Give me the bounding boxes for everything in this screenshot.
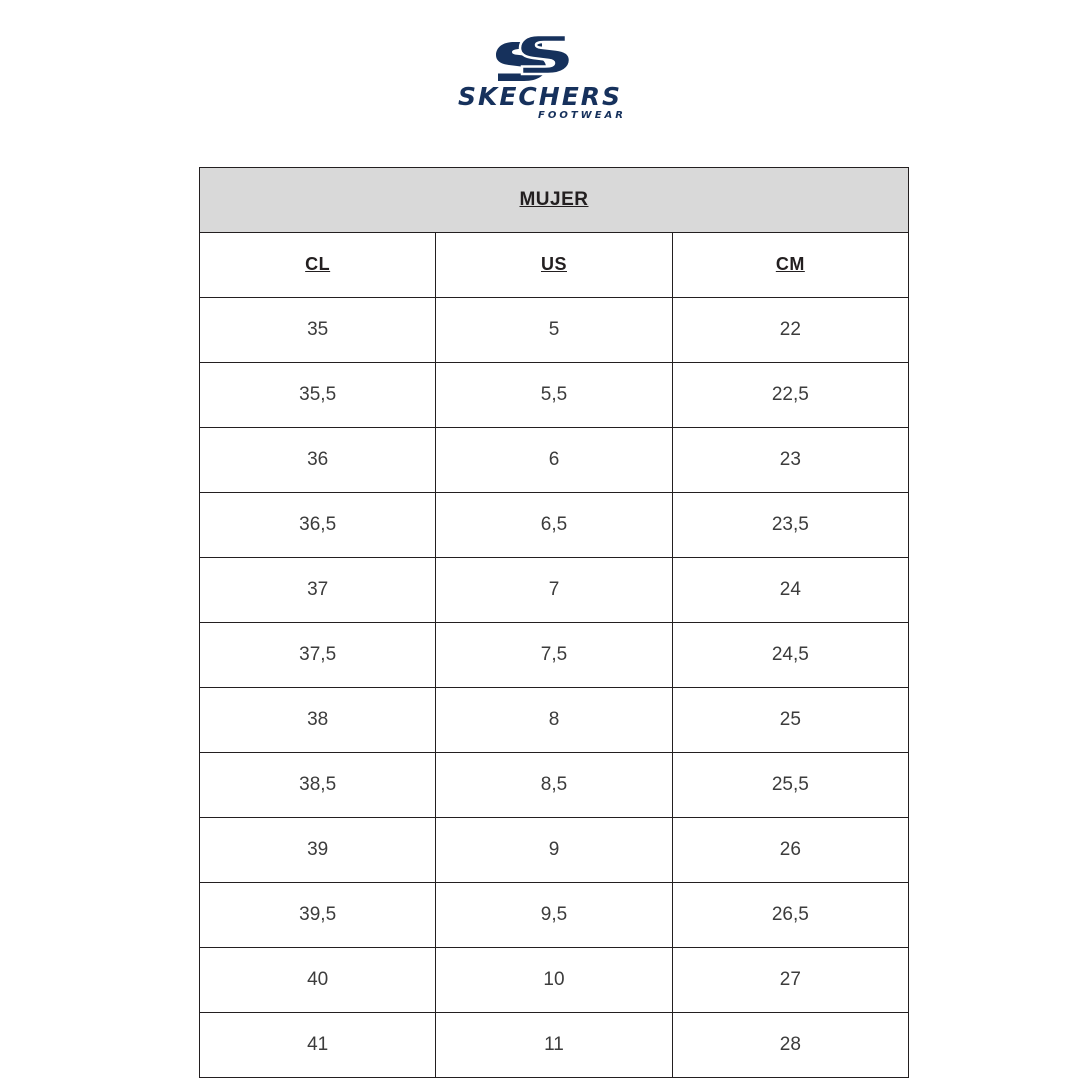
table-row xyxy=(200,298,909,363)
cell-cl: 37 xyxy=(200,558,436,623)
skechers-s-logo-icon xyxy=(492,34,588,82)
column-header-cl xyxy=(200,233,436,298)
cell-us: 7,5 xyxy=(436,623,672,688)
table-title-row xyxy=(200,168,909,233)
table-row xyxy=(200,623,909,688)
cell-cl: 39 xyxy=(200,818,436,883)
cell-us: 9 xyxy=(436,818,672,883)
cell-cl: 36,5 xyxy=(200,493,436,558)
cell-us: 5,5 xyxy=(436,363,672,428)
brand-tagline: FOOTWEAR xyxy=(538,110,626,121)
cell-cm: 23 xyxy=(672,428,908,493)
cell-cm: 24 xyxy=(672,558,908,623)
table-row xyxy=(200,1013,909,1078)
brand-wordmark: SKECHERS xyxy=(457,82,623,111)
table-row xyxy=(200,428,909,493)
cell-us: 8,5 xyxy=(436,753,672,818)
column-header-us-label: US xyxy=(540,254,567,274)
cell-cm: 22,5 xyxy=(672,363,908,428)
column-header-cl-label: CL xyxy=(305,254,331,274)
brand-logo xyxy=(0,34,1080,134)
cell-cl: 36 xyxy=(200,428,436,493)
table-row xyxy=(200,883,909,948)
cell-us: 8 xyxy=(436,688,672,753)
cell-cl: 35,5 xyxy=(200,363,436,428)
table-header-row xyxy=(200,233,909,298)
column-header-cm-label: CM xyxy=(775,254,805,274)
cell-us: 6,5 xyxy=(436,493,672,558)
cell-cl: 40 xyxy=(200,948,436,1013)
table-row xyxy=(200,363,909,428)
table-row xyxy=(200,818,909,883)
cell-cl: 41 xyxy=(200,1013,436,1078)
cell-cm: 25,5 xyxy=(672,753,908,818)
column-header-us xyxy=(436,233,672,298)
cell-cm: 26,5 xyxy=(672,883,908,948)
cell-cl: 38 xyxy=(200,688,436,753)
cell-cm: 22 xyxy=(672,298,908,363)
table-row xyxy=(200,948,909,1013)
table-row xyxy=(200,493,909,558)
table-title-cell xyxy=(200,168,909,233)
cell-cm: 26 xyxy=(672,818,908,883)
table-row xyxy=(200,688,909,753)
cell-cl: 37,5 xyxy=(200,623,436,688)
cell-us: 9,5 xyxy=(436,883,672,948)
cell-us: 11 xyxy=(436,1013,672,1078)
cell-us: 6 xyxy=(436,428,672,493)
page-title: MUJER xyxy=(519,189,589,210)
cell-cl: 39,5 xyxy=(200,883,436,948)
cell-cm: 24,5 xyxy=(672,623,908,688)
table-row xyxy=(200,753,909,818)
cell-us: 10 xyxy=(436,948,672,1013)
cell-cm: 25 xyxy=(672,688,908,753)
cell-cm: 27 xyxy=(672,948,908,1013)
cell-cm: 28 xyxy=(672,1013,908,1078)
column-header-cm xyxy=(672,233,908,298)
cell-cl: 35 xyxy=(200,298,436,363)
table-row xyxy=(200,558,909,623)
cell-us: 7 xyxy=(436,558,672,623)
size-conversion-table xyxy=(199,167,909,1078)
cell-us: 5 xyxy=(436,298,672,363)
cell-cm: 23,5 xyxy=(672,493,908,558)
cell-cl: 38,5 xyxy=(200,753,436,818)
